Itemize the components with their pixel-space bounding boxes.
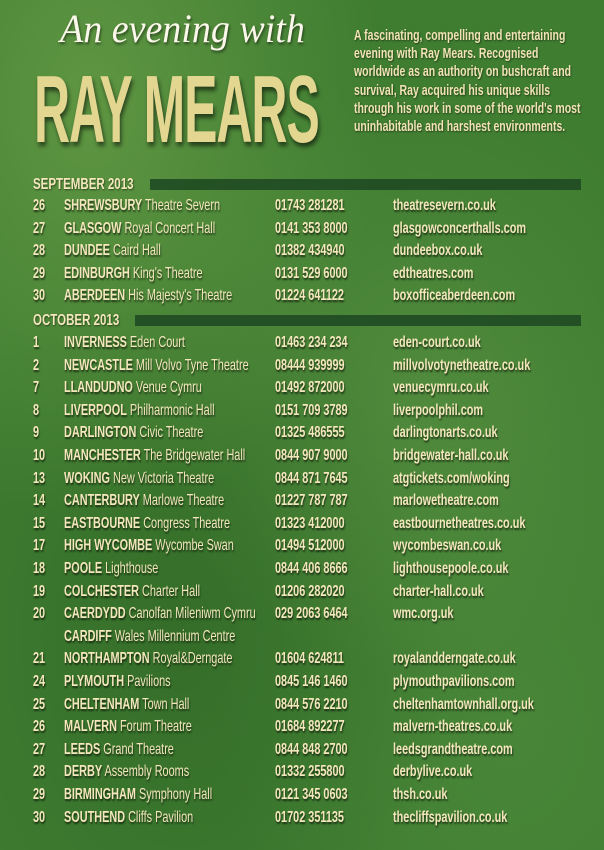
venue-cell <box>64 423 203 442</box>
date-day: 13 <box>33 469 46 487</box>
phone-number: 01206 282020 <box>275 582 345 600</box>
venue-name: Royal&Derngate <box>152 650 233 668</box>
phone-number: 01382 434940 <box>275 242 345 260</box>
date-day: 14 <box>33 492 46 510</box>
date-day: 15 <box>33 514 46 532</box>
venue-cell <box>64 469 214 488</box>
venue-cell <box>64 401 215 420</box>
city-name: EASTBOURNE <box>64 514 141 532</box>
title-main: RAY MEARS <box>34 56 319 163</box>
date-day: 29 <box>33 786 46 803</box>
date-day: 9 <box>33 424 40 442</box>
phone-number: 08444 939999 <box>275 356 345 374</box>
tour-date-row <box>0 423 604 445</box>
tour-date-row <box>0 196 604 218</box>
tour-date-row <box>0 356 604 378</box>
venue-cell <box>64 808 193 827</box>
month-divider-bar <box>135 315 581 326</box>
venue-cell <box>64 333 185 352</box>
venue-name: Caird Hall <box>112 242 161 260</box>
venue-cell <box>64 582 200 601</box>
venue-name: The Bridgewater Hall <box>143 447 246 464</box>
website-link[interactable]: bridgewater-hall.co.uk <box>393 447 509 464</box>
city-name: HIGH WYCOMBE <box>64 537 153 555</box>
phone-number: 0141 353 8000 <box>275 219 348 237</box>
phone-number: 01332 255800 <box>275 763 345 781</box>
venue-cell <box>64 717 192 736</box>
phone-number: 01604 624811 <box>275 650 344 668</box>
website-link[interactable]: cheltenhamtownhall.org.uk <box>393 695 534 713</box>
website-link[interactable]: royalandderngate.co.uk <box>393 650 516 668</box>
venue-name: Marlowe Theatre <box>142 492 225 510</box>
tour-date-row <box>0 559 604 581</box>
phone-number: 0131 529 6000 <box>275 264 348 282</box>
venue-cell <box>64 514 230 533</box>
date-day: 19 <box>33 582 46 600</box>
website-link[interactable]: charter-hall.co.uk <box>393 582 484 600</box>
venue-name: Lighthouse <box>105 560 159 577</box>
venue-name: Eden Court <box>129 334 185 351</box>
city-name: CARDIFF <box>64 627 112 645</box>
city-name: LIVERPOOL <box>64 401 127 419</box>
month-label: OCTOBER 2013 <box>33 312 120 329</box>
website-link[interactable]: eastbournetheatres.co.uk <box>393 514 526 532</box>
venue-name: Symphony Hall <box>138 786 213 803</box>
venue-name: Philharmonic Hall <box>129 401 215 419</box>
venue-name: Charter Hall <box>141 582 201 600</box>
phone-number: 01702 351135 <box>275 808 344 826</box>
venue-name: Canolfan Mileniwm Cymru <box>128 605 256 623</box>
venue-name: King's Theatre <box>132 264 203 282</box>
city-name: LEEDS <box>64 740 101 758</box>
city-name: CHELTENHAM <box>64 695 140 713</box>
tour-date-row <box>0 649 604 671</box>
city-name: BIRMINGHAM <box>64 786 136 803</box>
website-link[interactable]: wmc.org.uk <box>393 605 454 623</box>
phone-number: 01227 787 787 <box>275 492 348 510</box>
city-name: NEWCASTLE <box>64 356 133 374</box>
city-name: CAERDYDD <box>64 605 126 623</box>
city-name: EDINBURGH <box>64 264 130 282</box>
date-day: 24 <box>33 673 46 690</box>
city-name: DERBY <box>64 763 103 781</box>
website-link[interactable]: liverpoolphil.com <box>393 401 484 419</box>
website-link[interactable]: boxofficeaberdeen.com <box>393 287 516 305</box>
venue-cell <box>64 672 171 691</box>
phone-number: 0844 406 8666 <box>275 560 348 577</box>
venue-name: Pavilions <box>127 673 171 690</box>
venue-name: Civic Theatre <box>139 424 204 442</box>
phone-number: 01323 412000 <box>275 514 345 532</box>
website-link[interactable]: millvolvotynetheatre.co.uk <box>393 356 531 374</box>
date-day: 17 <box>33 537 46 555</box>
month-header-september <box>33 175 581 195</box>
month-divider-bar <box>150 179 581 190</box>
date-day: 10 <box>33 447 46 464</box>
venue-cell <box>64 219 215 238</box>
website-link[interactable]: wycombeswan.co.uk <box>393 537 502 555</box>
venue-cell <box>64 286 232 305</box>
city-name: DUNDEE <box>64 242 110 260</box>
city-name: SOUTHEND <box>64 808 126 826</box>
tour-date-row <box>0 808 604 830</box>
date-day: 7 <box>33 379 40 397</box>
date-day: 2 <box>33 356 40 374</box>
phone-number: 01684 892277 <box>275 718 345 736</box>
phone-number: 0845 146 1460 <box>275 673 348 690</box>
website-link[interactable]: eden-court.co.uk <box>393 334 481 351</box>
city-name: GLASGOW <box>64 219 122 237</box>
tour-date-row <box>0 740 604 762</box>
city-name: SHREWSBURY <box>64 197 143 214</box>
venue-name: Wycombe Swan <box>155 537 234 555</box>
venue-cell <box>64 196 220 215</box>
venue-name: Royal Concert Hall <box>124 219 216 237</box>
date-day: 20 <box>33 605 46 623</box>
venue-name: His Majesty's Theatre <box>128 287 233 305</box>
website-link[interactable]: marlowetheatre.com <box>393 492 499 510</box>
city-name: ABERDEEN <box>64 287 126 305</box>
tour-date-row <box>0 378 604 400</box>
website-link[interactable]: leedsgrandtheatre.com <box>393 740 513 758</box>
date-day: 1 <box>33 334 40 351</box>
date-day: 26 <box>33 718 46 736</box>
tour-date-row <box>0 491 604 513</box>
tour-date-row <box>0 514 604 536</box>
tour-date-row <box>0 762 604 784</box>
website-link[interactable]: derbylive.co.uk <box>393 763 473 781</box>
tour-date-row <box>0 286 604 308</box>
date-day: 28 <box>33 763 46 781</box>
website-link[interactable]: malvern-theatres.co.uk <box>393 718 513 736</box>
venue-name: Congress Theatre <box>143 514 231 532</box>
website-link[interactable]: glasgowconcerthalls.com <box>393 219 527 237</box>
phone-number: 01325 486555 <box>275 424 345 442</box>
month-label: SEPTEMBER 2013 <box>33 176 134 193</box>
intro-blurb: A fascinating, compelling and entertaining evening with Ray Mears. Recognised worldwide as an authority on bushcraft and survival, Ray acquired his unique skills through his work in some of the world's most uninhabitable and harshest environments. <box>354 27 581 136</box>
venue-name: New Victoria Theatre <box>112 469 215 487</box>
website-link[interactable]: edtheatres.com <box>393 264 474 282</box>
venue-cell <box>64 559 158 578</box>
website-link[interactable]: darlingtonarts.co.uk <box>393 424 498 442</box>
phone-number: 0844 848 2700 <box>275 740 348 758</box>
tour-date-row <box>0 604 604 626</box>
phone-number: 01743 281281 <box>275 197 345 214</box>
venue-cell <box>64 604 256 623</box>
phone-number: 0151 709 3789 <box>275 401 348 419</box>
phone-number: 01494 512000 <box>275 537 345 555</box>
venue-cell <box>64 491 224 510</box>
city-name: PLYMOUTH <box>64 673 125 690</box>
tour-date-row <box>0 446 604 468</box>
city-name: POOLE <box>64 560 103 577</box>
venue-name: Grand Theatre <box>103 740 174 758</box>
tour-date-row <box>0 264 604 286</box>
tour-date-row <box>0 785 604 807</box>
website-link[interactable]: dundeebox.co.uk <box>393 242 483 260</box>
month-header-october <box>33 311 581 331</box>
venue-name: Forum Theatre <box>120 718 192 736</box>
date-day: 21 <box>33 650 46 668</box>
website-link[interactable]: thsh.co.uk <box>393 786 448 803</box>
date-day: 8 <box>33 401 40 419</box>
date-day: 27 <box>33 740 46 758</box>
venue-cell <box>64 446 245 465</box>
venue-cell <box>64 378 202 397</box>
venue-cell <box>64 695 189 714</box>
phone-number: 01463 234 234 <box>275 334 348 351</box>
date-day: 26 <box>33 197 46 214</box>
title-script: An evening with <box>60 6 305 51</box>
date-day: 30 <box>33 808 46 826</box>
city-name: COLCHESTER <box>64 582 139 600</box>
phone-number: 029 2063 6464 <box>275 605 348 623</box>
date-day: 30 <box>33 287 46 305</box>
phone-number: 0844 576 2210 <box>275 695 348 713</box>
venue-cell <box>64 356 249 375</box>
venue-cell <box>64 627 235 646</box>
venue-name: Mill Volvo Tyne Theatre <box>135 356 249 374</box>
tour-date-row <box>0 672 604 694</box>
venue-name: Assembly Rooms <box>104 763 190 781</box>
date-day: 29 <box>33 264 46 282</box>
phone-number: 0844 907 9000 <box>275 447 348 464</box>
website-link[interactable]: thecliffspavilion.co.uk <box>393 808 508 826</box>
venue-cell <box>64 785 212 804</box>
venue-name: Cliffs Pavilion <box>128 808 194 826</box>
venue-cell <box>64 536 234 555</box>
city-name: CANTERBURY <box>64 492 140 510</box>
tour-date-row <box>0 695 604 717</box>
city-name: DARLINGTON <box>64 424 137 442</box>
tour-date-row <box>0 401 604 423</box>
tour-date-row <box>0 469 604 491</box>
venue-cell <box>64 264 203 283</box>
tour-date-row <box>0 333 604 355</box>
venue-name: Venue Cymru <box>135 379 202 397</box>
city-name: NORTHAMPTON <box>64 650 150 668</box>
city-name: MALVERN <box>64 718 117 736</box>
tour-date-row <box>0 717 604 739</box>
venue-name: Wales Millennium Centre <box>114 627 236 645</box>
date-day: 27 <box>33 219 46 237</box>
venue-cell <box>64 740 174 759</box>
website-link[interactable]: atgtickets.com/woking <box>393 469 510 487</box>
website-link[interactable]: venuecymru.co.uk <box>393 379 489 397</box>
city-name: WOKING <box>64 469 110 487</box>
date-day: 28 <box>33 242 46 260</box>
date-day: 25 <box>33 695 46 713</box>
city-name: LLANDUDNO <box>64 379 133 397</box>
city-name: MANCHESTER <box>64 447 141 464</box>
phone-number: 0121 345 0603 <box>275 786 348 803</box>
tour-date-row <box>0 627 604 649</box>
venue-cell <box>64 762 189 781</box>
website-link[interactable]: theatresevern.co.uk <box>393 197 496 214</box>
tour-date-row <box>0 241 604 263</box>
phone-number: 0844 871 7645 <box>275 469 348 487</box>
city-name: INVERNESS <box>64 334 127 351</box>
tour-date-row <box>0 582 604 604</box>
phone-number: 01224 641122 <box>275 287 344 305</box>
venue-name: Town Hall <box>142 695 190 713</box>
tour-date-row <box>0 219 604 241</box>
website-link[interactable]: lighthousepoole.co.uk <box>393 560 509 577</box>
venue-cell <box>64 649 232 668</box>
date-day: 18 <box>33 560 46 577</box>
venue-cell <box>64 241 161 260</box>
website-link[interactable]: plymouthpavilions.com <box>393 673 515 690</box>
venue-name: Theatre Severn <box>145 197 220 214</box>
phone-number: 01492 872000 <box>275 379 345 397</box>
tour-date-row <box>0 536 604 558</box>
